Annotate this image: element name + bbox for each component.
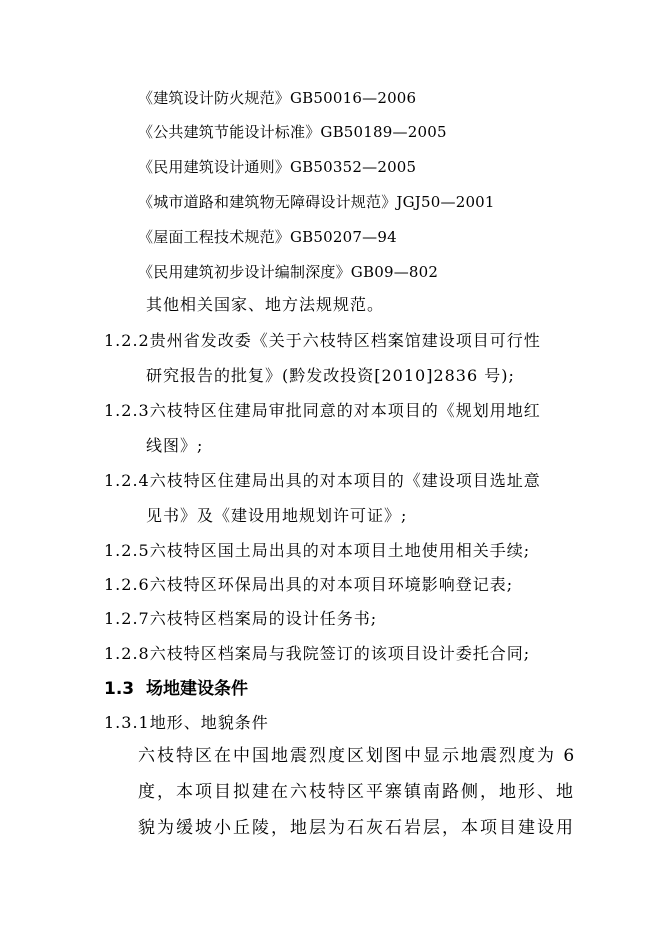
standard-accessibility-code: 《城市道路和建筑物无障碍设计规范》JGJ50—2001 — [138, 193, 495, 211]
subsection-title: 地形、地貌条件 — [149, 713, 269, 732]
list-item-1-2-3 — [104, 401, 541, 421]
standard-fire-code: 《建筑设计防火规范》GB50016—2006 — [138, 89, 417, 107]
item-number: 1.2.7 — [104, 609, 150, 628]
item-text: 六枝特区环保局出具的对本项目环境影响登记表; — [149, 575, 514, 594]
item-text: 六枝特区档案局与我院签订的该项目设计委托合同; — [149, 644, 531, 663]
item-number: 1.2.2 — [104, 331, 150, 350]
list-item-1-2-6 — [104, 575, 513, 595]
standard-roof-code: 《屋面工程技术规范》GB50207—94 — [138, 228, 397, 246]
subsection-heading — [104, 713, 269, 733]
section-heading — [104, 679, 248, 699]
item-text: 六枝特区国土局出具的对本项目土地使用相关手续; — [149, 541, 531, 560]
paragraph-line-2: 度，本项目拟建在六枝特区平寨镇南路侧，地形、地 — [138, 782, 575, 802]
item-text: 六枝特区住建局审批同意的对本项目的《规划用地红 — [149, 401, 541, 420]
list-item-1-2-2 — [104, 331, 541, 351]
standard-preliminary-design-code: 《民用建筑初步设计编制深度》GB09—802 — [138, 263, 439, 281]
item-number: 1.2.8 — [104, 644, 150, 663]
item-text: 六枝特区档案局的设计任务书; — [149, 609, 378, 628]
section-number: 1.3 — [104, 679, 135, 699]
list-item-1-2-2-continued: 研究报告的批复》(黔发改投资[2010]2836 号); — [146, 366, 515, 385]
list-item-1-2-8 — [104, 644, 530, 664]
standard-civil-building-code: 《民用建筑设计通则》GB50352—2005 — [138, 158, 417, 176]
item-number: 1.2.4 — [104, 471, 150, 490]
list-item-1-2-7 — [104, 609, 377, 629]
item-text: 贵州省发改委《关于六枝特区档案馆建设项目可行性 — [149, 331, 541, 350]
list-item-1-2-4-continued: 见书》及《建设用地规划许可证》; — [146, 506, 408, 525]
list-item-1-2-4 — [104, 471, 541, 491]
item-text: 六枝特区住建局出具的对本项目的《建设项目选址意 — [149, 471, 541, 490]
other-regulations-text: 其他相关国家、地方法规规范。 — [146, 295, 385, 314]
item-number: 1.2.3 — [104, 401, 150, 420]
item-number: 1.2.6 — [104, 575, 150, 594]
item-number: 1.2.5 — [104, 541, 150, 560]
section-title: 场地建设条件 — [146, 679, 248, 699]
list-item-1-2-3-continued: 线图》; — [146, 436, 204, 455]
list-item-1-2-5 — [104, 541, 530, 561]
paragraph-line-3: 貌为缓坡小丘陵，地层为石灰石岩层，本项目建设用 — [138, 818, 575, 838]
standard-energy-code: 《公共建筑节能设计标准》GB50189—2005 — [138, 123, 447, 141]
paragraph-line-1: 六枝特区在中国地震烈度区划图中显示地震烈度为 6 — [138, 746, 577, 766]
subsection-number: 1.3.1 — [104, 713, 150, 732]
